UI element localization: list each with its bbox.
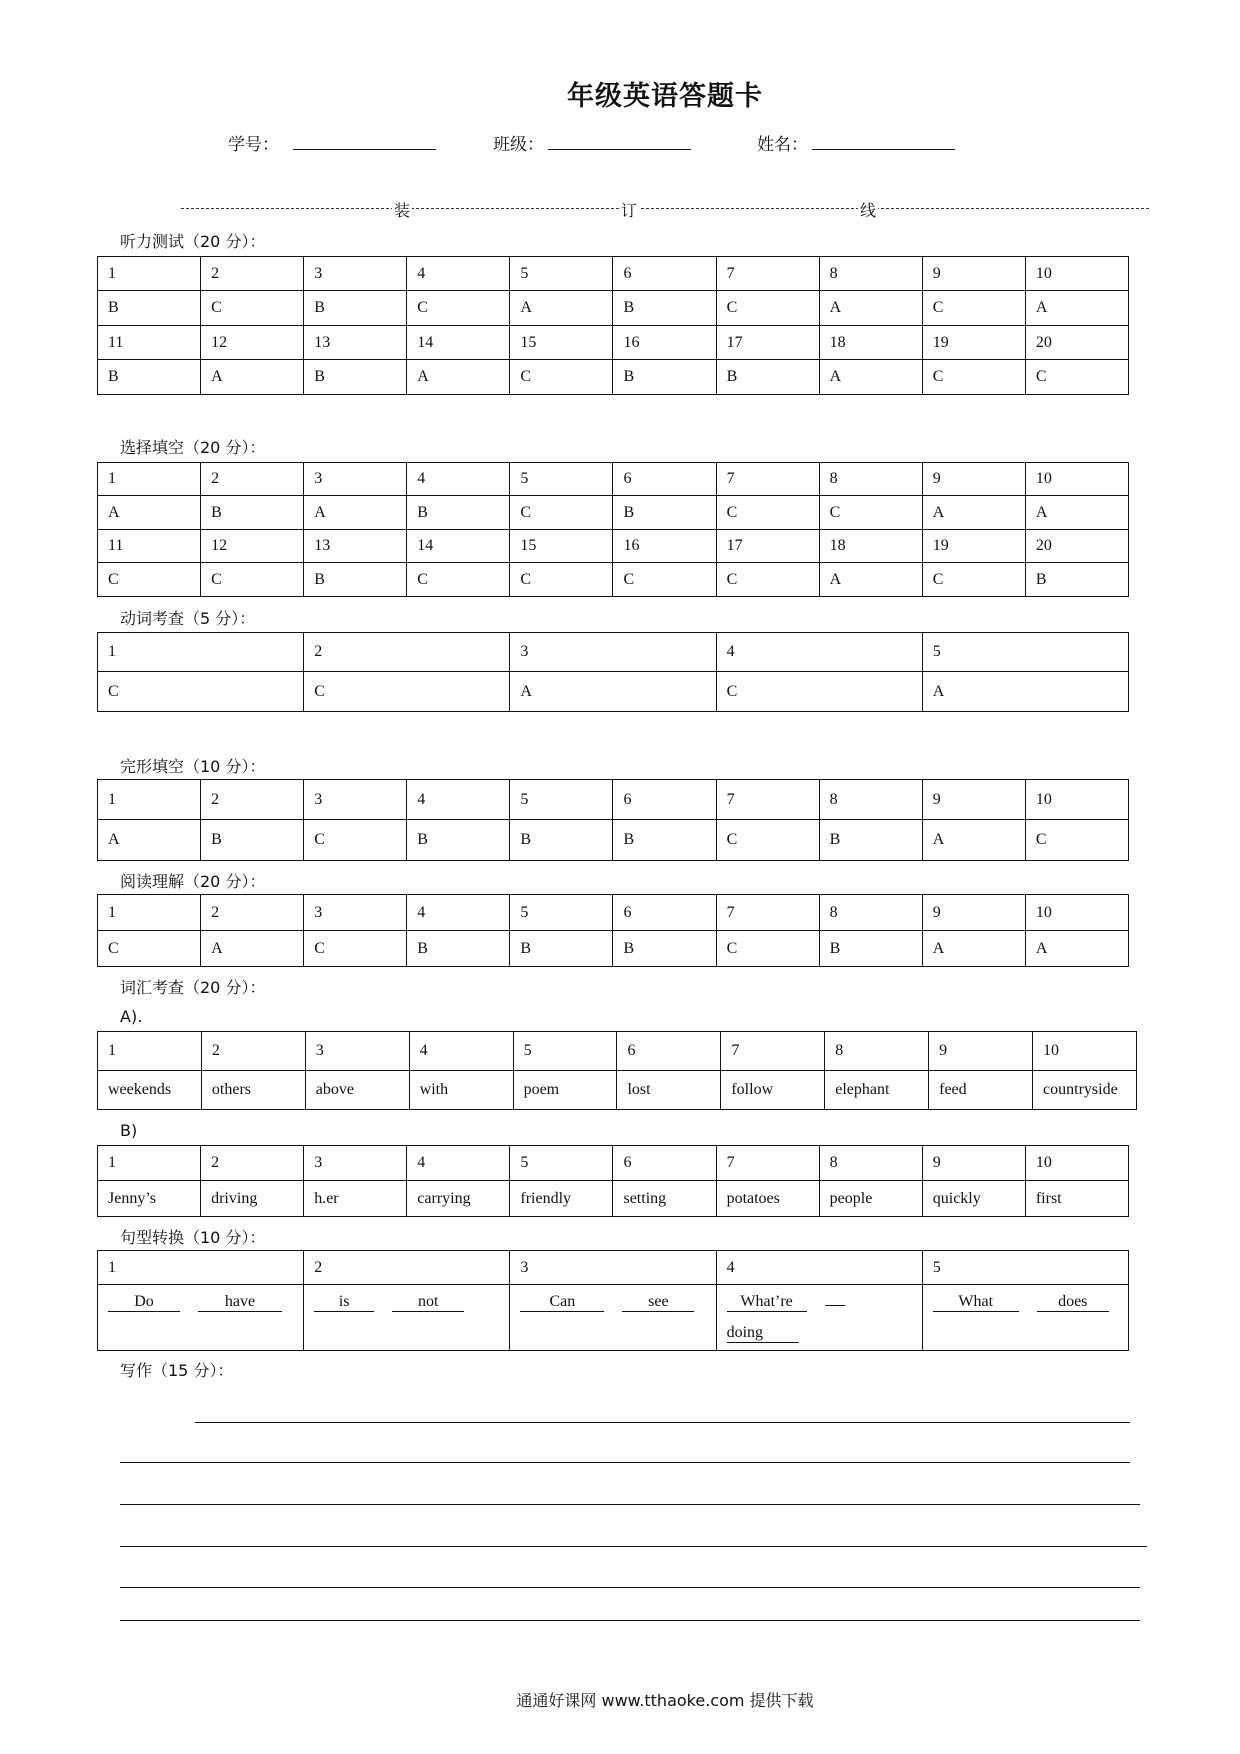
answer-cell: B xyxy=(510,931,613,967)
writing-line[interactable] xyxy=(120,1587,1140,1588)
transform-blank: What’re xyxy=(727,1293,807,1312)
answer-cell: A xyxy=(922,820,1025,861)
transform-answer-cell xyxy=(304,1285,510,1351)
question-number-cell: 15 xyxy=(510,326,613,360)
answer-cell: A xyxy=(1025,496,1128,530)
question-number-cell: 2 xyxy=(201,257,304,291)
transform-answer-cell xyxy=(98,1285,304,1351)
transform-number: 4 xyxy=(716,1251,922,1285)
answer-cell: countryside xyxy=(1033,1071,1137,1110)
answer-cell: A xyxy=(407,360,510,395)
answer-cell: C xyxy=(922,360,1025,395)
question-number-cell: 17 xyxy=(716,326,819,360)
table-row xyxy=(98,496,1129,530)
transform-number: 5 xyxy=(922,1251,1128,1285)
question-number-cell: 6 xyxy=(613,895,716,931)
question-number-cell: 7 xyxy=(721,1032,825,1071)
answer-cell: C xyxy=(304,672,510,712)
question-number-cell: 2 xyxy=(201,1032,305,1071)
answer-cell: potatoes xyxy=(716,1181,819,1217)
answer-cell: lost xyxy=(617,1071,721,1110)
writing-line[interactable] xyxy=(195,1422,1130,1423)
answer-cell: C xyxy=(819,496,922,530)
student-id-label: 学号： xyxy=(228,135,279,155)
class-field[interactable] xyxy=(548,149,691,150)
listening-answer-table xyxy=(97,256,1129,395)
answer-cell: A xyxy=(304,496,407,530)
answer-cell: C xyxy=(716,672,922,712)
answer-cell: B xyxy=(819,931,922,967)
question-number-cell: 7 xyxy=(716,257,819,291)
question-number-cell: 20 xyxy=(1025,326,1128,360)
answer-cell: poem xyxy=(513,1071,617,1110)
table-row xyxy=(98,1071,1137,1110)
question-number-cell: 5 xyxy=(922,633,1128,672)
cloze-section-label: 完形填空（10 分）： xyxy=(120,757,266,776)
question-number-cell: 13 xyxy=(304,530,407,563)
question-number-cell: 14 xyxy=(407,530,510,563)
answer-cell: C xyxy=(716,931,819,967)
table-row xyxy=(98,1181,1129,1217)
question-number-cell: 17 xyxy=(716,530,819,563)
verbs-section-label: 动词考查（5 分）： xyxy=(120,609,256,628)
question-number-cell: 11 xyxy=(98,530,201,563)
reading-section-label: 阅读理解（20 分）： xyxy=(120,872,266,891)
question-number-cell: 9 xyxy=(922,463,1025,496)
question-number-cell: 3 xyxy=(304,257,407,291)
question-number-cell: 7 xyxy=(716,1146,819,1181)
footer-credit: 通通好课网 www.tthaoke.com 提供下载 xyxy=(516,1691,814,1710)
question-number-cell: 10 xyxy=(1025,463,1128,496)
answer-cell: A xyxy=(98,820,201,861)
question-number-cell: 5 xyxy=(510,780,613,820)
answer-cell: B xyxy=(1025,563,1128,597)
question-number-cell: 15 xyxy=(510,530,613,563)
binding-word-3: 线 xyxy=(858,198,878,221)
question-number-cell: 9 xyxy=(929,1032,1033,1071)
question-number-cell: 19 xyxy=(922,326,1025,360)
answer-cell: B xyxy=(304,563,407,597)
question-number-cell: 1 xyxy=(98,633,304,672)
answer-cell: A xyxy=(1025,931,1128,967)
answer-cell: C xyxy=(407,563,510,597)
question-number-cell: 3 xyxy=(304,895,407,931)
question-number-cell: 8 xyxy=(819,1146,922,1181)
answer-cell: C xyxy=(201,291,304,326)
answer-cell: A xyxy=(819,563,922,597)
answer-cell: Jenny’s xyxy=(98,1181,201,1217)
answer-cell: B xyxy=(98,360,201,395)
question-number-cell: 1 xyxy=(98,895,201,931)
binding-word-2: 订 xyxy=(619,198,639,221)
question-number-cell: 6 xyxy=(613,780,716,820)
table-row xyxy=(98,633,1129,672)
question-number-cell: 4 xyxy=(407,463,510,496)
answer-cell: B xyxy=(613,360,716,395)
answer-cell: follow xyxy=(721,1071,825,1110)
table-row xyxy=(98,1146,1129,1181)
question-number-cell: 13 xyxy=(304,326,407,360)
choice-section-label: 选择填空（20 分）： xyxy=(120,438,266,457)
answer-cell: elephant xyxy=(825,1071,929,1110)
question-number-cell: 4 xyxy=(407,257,510,291)
class-label: 班级： xyxy=(493,135,544,155)
transform-number: 1 xyxy=(98,1251,304,1285)
writing-line[interactable] xyxy=(120,1620,1140,1621)
question-number-cell: 3 xyxy=(304,1146,407,1181)
vocab-section-label: 词汇考查（20 分）： xyxy=(120,978,266,997)
question-number-cell: 5 xyxy=(510,1146,613,1181)
table-row xyxy=(98,780,1129,820)
answer-cell: C xyxy=(98,563,201,597)
question-number-cell: 8 xyxy=(819,895,922,931)
transform-blank: Do xyxy=(108,1293,180,1312)
question-number-cell: 10 xyxy=(1025,895,1128,931)
reading-answer-table xyxy=(97,894,1129,967)
answer-cell: B xyxy=(201,820,304,861)
question-number-cell: 20 xyxy=(1025,530,1128,563)
answer-cell: A xyxy=(819,360,922,395)
question-number-cell: 11 xyxy=(98,326,201,360)
listening-section-label: 听力测试（20 分）： xyxy=(120,232,266,251)
answer-cell: above xyxy=(305,1071,409,1110)
question-number-cell: 6 xyxy=(613,463,716,496)
question-number-cell: 1 xyxy=(98,1146,201,1181)
writing-line[interactable] xyxy=(120,1504,1140,1505)
answer-cell: A xyxy=(510,672,716,712)
table-row xyxy=(98,895,1129,931)
question-number-cell: 18 xyxy=(819,326,922,360)
transform-answer-cell xyxy=(510,1285,716,1351)
table-row xyxy=(98,931,1129,967)
question-number-cell: 5 xyxy=(510,463,613,496)
question-number-cell: 7 xyxy=(716,463,819,496)
vocab-part-b-label: B) xyxy=(120,1121,138,1140)
answer-cell: B xyxy=(407,496,510,530)
table-row xyxy=(98,530,1129,563)
answer-cell: B xyxy=(819,820,922,861)
table-row xyxy=(98,463,1129,496)
question-number-cell: 9 xyxy=(922,257,1025,291)
question-number-cell: 8 xyxy=(819,780,922,820)
verbs-answer-table xyxy=(97,632,1129,712)
answer-cell: B xyxy=(304,291,407,326)
answer-cell: carrying xyxy=(407,1181,510,1217)
answer-cell: B xyxy=(613,291,716,326)
question-number-cell: 3 xyxy=(304,463,407,496)
question-number-cell: 2 xyxy=(304,633,510,672)
question-number-cell: 7 xyxy=(716,895,819,931)
answer-cell: A xyxy=(922,931,1025,967)
question-number-cell: 1 xyxy=(98,257,201,291)
answer-cell: C xyxy=(922,291,1025,326)
page-title: 年级英语答题卡 xyxy=(567,81,763,112)
question-number-cell: 18 xyxy=(819,530,922,563)
transform-answer-table xyxy=(97,1250,1129,1351)
question-number-cell: 6 xyxy=(613,257,716,291)
answer-cell: C xyxy=(510,360,613,395)
answer-cell: C xyxy=(613,563,716,597)
answer-cell: B xyxy=(510,820,613,861)
question-number-cell: 14 xyxy=(407,326,510,360)
transform-answer-cell xyxy=(922,1285,1128,1351)
transform-blank: not xyxy=(392,1293,464,1312)
table-row xyxy=(98,1032,1137,1071)
answer-cell: C xyxy=(510,496,613,530)
answer-cell: A xyxy=(1025,291,1128,326)
question-number-cell: 10 xyxy=(1025,1146,1128,1181)
table-row xyxy=(98,326,1129,360)
question-number-cell: 5 xyxy=(510,257,613,291)
answer-cell: A xyxy=(819,291,922,326)
answer-cell: B xyxy=(613,931,716,967)
question-number-cell: 4 xyxy=(407,780,510,820)
choice-answer-table xyxy=(97,462,1129,597)
question-number-cell: 3 xyxy=(305,1032,409,1071)
answer-cell: friendly xyxy=(510,1181,613,1217)
question-number-cell: 12 xyxy=(201,530,304,563)
table-row xyxy=(98,672,1129,712)
question-number-cell: 12 xyxy=(201,326,304,360)
transform-answer-cell xyxy=(716,1285,922,1351)
transform-blank xyxy=(825,1305,845,1306)
transform-blank: have xyxy=(198,1293,282,1312)
question-number-cell: 10 xyxy=(1033,1032,1137,1071)
table-row xyxy=(98,563,1129,597)
question-number-cell: 8 xyxy=(819,463,922,496)
student-id-field[interactable] xyxy=(293,149,436,150)
question-number-cell: 8 xyxy=(825,1032,929,1071)
answer-cell: people xyxy=(819,1181,922,1217)
answer-cell: quickly xyxy=(922,1181,1025,1217)
answer-cell: A xyxy=(201,931,304,967)
question-number-cell: 1 xyxy=(98,1032,202,1071)
answer-cell: C xyxy=(407,291,510,326)
answer-cell: C xyxy=(716,496,819,530)
table-row xyxy=(98,360,1129,395)
question-number-cell: 19 xyxy=(922,530,1025,563)
answer-cell: B xyxy=(98,291,201,326)
transform-section-label: 句型转换（10 分）： xyxy=(120,1228,266,1247)
transform-blank: does xyxy=(1037,1293,1109,1312)
answer-cell: A xyxy=(98,496,201,530)
question-number-cell: 6 xyxy=(617,1032,721,1071)
answer-cell: C xyxy=(1025,820,1128,861)
question-number-cell: 6 xyxy=(613,1146,716,1181)
answer-cell: first xyxy=(1025,1181,1128,1217)
transform-number: 2 xyxy=(304,1251,510,1285)
answer-cell: A xyxy=(510,291,613,326)
transform-number: 3 xyxy=(510,1251,716,1285)
answer-cell: C xyxy=(1025,360,1128,395)
table-row xyxy=(98,257,1129,291)
question-number-cell: 9 xyxy=(922,780,1025,820)
answer-cell: weekends xyxy=(98,1071,202,1110)
vocab-part-a-label: A). xyxy=(120,1007,143,1026)
name-label: 姓名： xyxy=(757,135,808,155)
table-row xyxy=(98,820,1129,861)
answer-cell: C xyxy=(716,820,819,861)
question-number-cell: 2 xyxy=(201,895,304,931)
writing-section-label: 写作（15 分）： xyxy=(120,1361,234,1380)
question-number-cell: 4 xyxy=(409,1032,513,1071)
answer-cell: B xyxy=(613,820,716,861)
answer-cell: driving xyxy=(201,1181,304,1217)
answer-cell: B xyxy=(201,496,304,530)
question-number-cell: 10 xyxy=(1025,257,1128,291)
question-number-cell: 2 xyxy=(201,1146,304,1181)
question-number-cell: 2 xyxy=(201,780,304,820)
answer-cell: feed xyxy=(929,1071,1033,1110)
question-number-cell: 4 xyxy=(716,633,922,672)
answer-cell: setting xyxy=(613,1181,716,1217)
question-number-cell: 3 xyxy=(304,780,407,820)
answer-cell: B xyxy=(716,360,819,395)
table-row xyxy=(98,291,1129,326)
name-field[interactable] xyxy=(812,149,955,150)
question-number-cell: 5 xyxy=(510,895,613,931)
answer-cell: B xyxy=(304,360,407,395)
answer-cell: C xyxy=(304,931,407,967)
answer-cell: B xyxy=(407,931,510,967)
answer-cell: h.er xyxy=(304,1181,407,1217)
answer-cell: B xyxy=(407,820,510,861)
question-number-cell: 7 xyxy=(716,780,819,820)
answer-cell: A xyxy=(922,672,1128,712)
transform-blank: is xyxy=(314,1293,374,1312)
answer-cell: C xyxy=(98,672,304,712)
question-number-cell: 3 xyxy=(510,633,716,672)
transform-blank: doing xyxy=(727,1324,799,1343)
vocab-part-a-table xyxy=(97,1031,1137,1110)
binding-line xyxy=(181,198,1149,218)
answer-cell: with xyxy=(409,1071,513,1110)
cloze-answer-table xyxy=(97,779,1129,861)
question-number-cell: 10 xyxy=(1025,780,1128,820)
binding-word-1: 装 xyxy=(392,198,412,221)
answer-cell: C xyxy=(304,820,407,861)
answer-cell: C xyxy=(98,931,201,967)
question-number-cell: 9 xyxy=(922,895,1025,931)
question-number-cell: 8 xyxy=(819,257,922,291)
answer-cell: C xyxy=(716,563,819,597)
transform-blank: What xyxy=(933,1293,1019,1312)
answer-cell: C xyxy=(922,563,1025,597)
writing-line[interactable] xyxy=(120,1546,1147,1547)
question-number-cell: 16 xyxy=(613,326,716,360)
question-number-cell: 9 xyxy=(922,1146,1025,1181)
answer-cell: C xyxy=(716,291,819,326)
question-number-cell: 4 xyxy=(407,895,510,931)
question-number-cell: 5 xyxy=(513,1032,617,1071)
answer-cell: C xyxy=(201,563,304,597)
transform-blank: see xyxy=(622,1293,694,1312)
answer-cell: B xyxy=(613,496,716,530)
writing-line[interactable] xyxy=(120,1462,1130,1463)
vocab-part-b-table xyxy=(97,1145,1129,1217)
answer-cell: C xyxy=(510,563,613,597)
transform-blank: Can xyxy=(520,1293,604,1312)
question-number-cell: 1 xyxy=(98,463,201,496)
question-number-cell: 1 xyxy=(98,780,201,820)
answer-cell: A xyxy=(201,360,304,395)
question-number-cell: 16 xyxy=(613,530,716,563)
question-number-cell: 4 xyxy=(407,1146,510,1181)
answer-cell: A xyxy=(922,496,1025,530)
answer-cell: others xyxy=(201,1071,305,1110)
question-number-cell: 2 xyxy=(201,463,304,496)
